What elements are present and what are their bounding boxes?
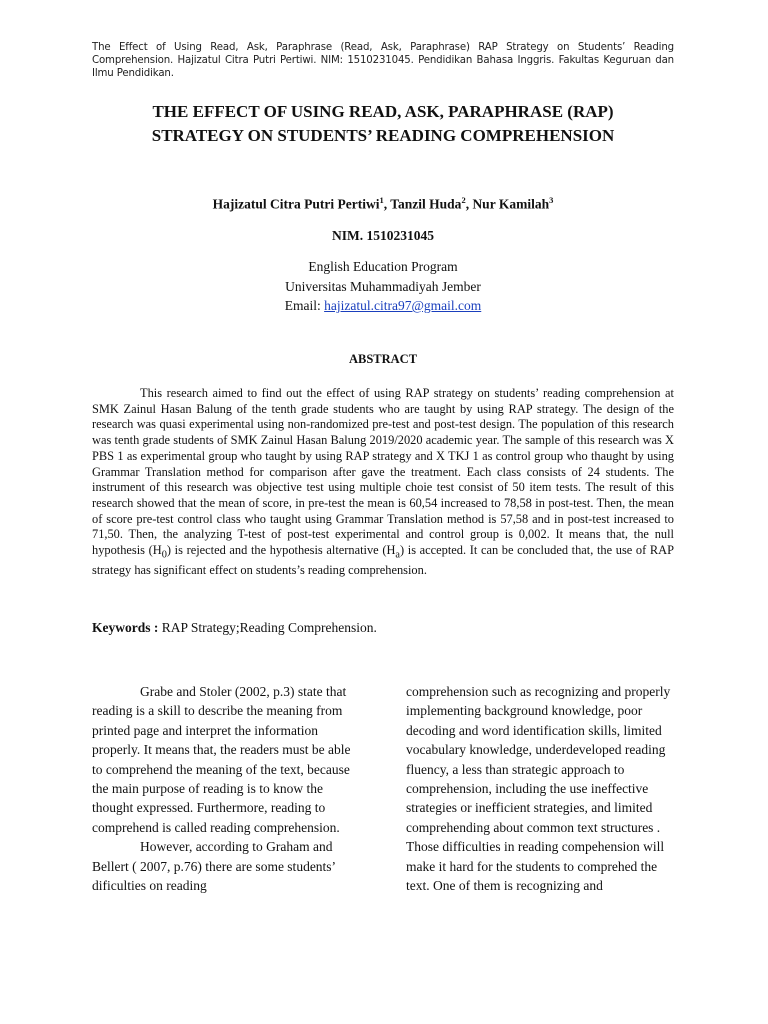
title-line-2: STRATEGY ON STUDENTS’ READING COMPREHENSION xyxy=(151,126,615,145)
keywords-label: Keywords : xyxy=(92,620,159,635)
h0-subscript: 0 xyxy=(161,549,167,561)
title-line-1: THE EFFECT OF USING READ, ASK, PARAPHRASE (RAP) xyxy=(152,102,614,121)
author-3: Nur Kamilah xyxy=(472,196,550,212)
abstract-text: ) is accepted. It can be concluded that, the use of RAP strategy has significant effect on students’s reading comprehension. xyxy=(92,543,674,578)
email-label: Email: xyxy=(284,298,325,313)
paragraph xyxy=(92,682,360,837)
abstract-heading: ABSTRACT xyxy=(348,352,418,366)
running-header: The Effect of Using Read, Ask, Paraphrase (Read, Ask, Paraphrase) RAP Strategy on Students’ Reading Comprehension. Hajizatul Citra Putri Pertiwi. NIM: 1510231045. Pendidikan Bahasa Inggris. Fakultas Keguruan dan Ilmu Pendidikan. xyxy=(92,42,674,80)
email-link[interactable]: hajizatul.citra97@gmail.com xyxy=(324,298,482,313)
paragraph-text: comprehension such as recognizing and properly implementing background knowledge, poor decoding and word identification skills, limited vocabulary knowledge, underdeveloped reading fluency, a less than strategic approach to comprehension, including the use ineffective strategies or inefficient strategies, and limited comprehending about common text structures . Those difficulties in reading compehension will make it hard for the students to comprehed the text. One of them is recognizing and xyxy=(406,684,671,894)
author-1: Hajizatul Citra Putri Pertiwi xyxy=(212,196,380,212)
author-1-affil: 1 xyxy=(379,195,384,205)
paragraph-text: Grabe and Stoler (2002, p.3) state that reading is a skill to describe the meaning from printed page and interpret the information properly. It means that, the readers must be able to comprehend the meaning of the text, because the main purpose of reading is to know the thought expressed. Furthermore, reading to comprehend is called reading comprehension. xyxy=(92,684,351,835)
student-id: NIM. 1510231045 xyxy=(332,228,434,243)
paragraph-text: However, according to Graham and Bellert ( 2007, p.76) there are some students’ dificulties on reading xyxy=(92,839,336,894)
abstract-text: This research aimed to find out the effect of using RAP strategy on students’ reading comprehension at SMK Zainul Hasan Balung of the tenth grade students who are taught by using RAP strategy. The design of the research was quasi experimental using non-randomized pre-test and post-test design. The population of this research was tenth grade students of SMK Zainul Hasan Balung 2019/2020 academic year. The sample of this research was X PBS 1 as experimental group who taught by using RAP strategy and X TKJ 1 as control group who thaught by using Grammar Translation method for comparison after gave the treatment. Each class consists of 24 students. The instrument of this research was objective test using multiple choie test consist of 50 item tests. The result of this research showed that the mean of score, in pre-test the mean is 60,54 increased to 78,58 in post-test. Then, the mean of score pre-test control class who taught using Grammar Translation method is 57,58 and in post-test increased to 71,50. Then, the analyzing T-test of post-test experimental and control group is 0,002. It means that, the null hypothesis (H xyxy=(92,386,674,558)
left-column xyxy=(92,682,360,895)
author-2-affil: 2 xyxy=(461,195,466,205)
university: Universitas Muhammadiyah Jember xyxy=(285,278,481,294)
right-column xyxy=(406,682,674,895)
keywords xyxy=(92,620,674,636)
author-2: Tanzil Huda xyxy=(390,196,462,212)
abstract-text: ) is rejected and the hypothesis alternative (H xyxy=(166,543,396,558)
author-3-affil: 3 xyxy=(549,195,554,205)
email-line xyxy=(92,296,674,316)
paper-title xyxy=(92,100,674,148)
author-separator: , xyxy=(383,196,391,212)
author-list xyxy=(92,195,674,213)
affiliation xyxy=(92,257,674,316)
author-separator: , xyxy=(465,196,473,212)
keywords-value: RAP Strategy;Reading Comprehension. xyxy=(158,620,377,635)
abstract-body xyxy=(92,386,674,579)
paragraph xyxy=(406,682,674,895)
ha-subscript: a xyxy=(395,549,400,561)
program: English Education Program xyxy=(308,259,458,274)
paragraph xyxy=(92,837,360,895)
